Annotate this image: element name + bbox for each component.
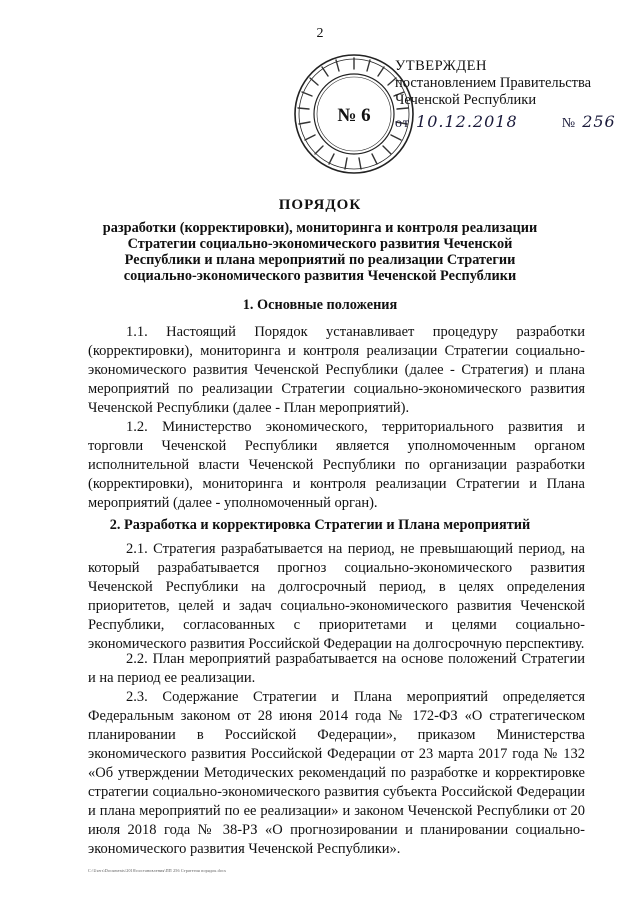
section-heading-2: 2. Разработка и корректировка Стратегии и Плана мероприятий: [109, 517, 531, 533]
section-heading-1: 1. Основные положения: [242, 297, 398, 313]
approval-date-prefix: от: [395, 116, 410, 131]
paragraph-1-1: 1.1. Настоящий Порядок устанавливает процедуру разработки (корректировки), мониторинга и контроля реализации Стратегии социально-экономического развития Чеченской Республики (далее - Стратегия) и плана мероприятий по реализации Стратегии социально-экономического развития Чеченской Республики (далее - План мероприятий).: [88, 324, 585, 416]
seal-number: № 6: [337, 105, 371, 126]
approval-number-sign: №: [561, 116, 577, 131]
approval-date-line: [395, 113, 616, 132]
footer-file-path: C:\Users\Documents\2018\постановления\ПП 256 Стратегия порядок.docx: [88, 868, 227, 873]
approval-block: [395, 58, 616, 132]
paragraph-1-2: 1.2. Министерство экономического, территориального развития и торговли Чеченской Республики является уполномоченным органом исполнительной власти Чеченской Республики по организации разработки (корректировки), мониторинга и контроля реализации Стратегии и Плана мероприятий (далее - уполномоченный орган).: [88, 419, 585, 511]
document-title: ПОРЯДОК: [278, 197, 362, 213]
approval-line-1: постановлением Правительства: [395, 75, 592, 91]
approval-date: 10.12.2018: [416, 112, 518, 131]
paragraph-2-3: 2.3. Содержание Стратегии и Плана мероприятий определяется Федеральным законом от 28 июня 2014 года № 172-ФЗ «О стратегическом планировании в Российской Федерации», приказом Министерства экономического развития Российской Федерации от 23 марта 2017 года № 132 «Об утверждении Методических рекомендаций по разработке и корректировке стратегии социально-экономического развития субъекта Российской Федерации и плана мероприятий по ее реализации» и законом Чеченской Республики от 20 июля 2018 года № 38-РЗ «О прогнозировании и планировании социально-экономического развития Чеченской Республики».: [88, 689, 585, 857]
approval-number: 256: [582, 112, 616, 131]
approval-title: УТВЕРЖДЕН: [395, 58, 487, 74]
document-subtitle: разработки (корректировки), мониторинга и контроля реализации Стратегии социально-экономического развития Чеченской Республики и плана мероприятий по реализации Стратегии социально-экономического развития Чеченской Республики: [102, 220, 538, 284]
paragraph-2-1: 2.1. Стратегия разрабатывается на период, не превышающий период, на который разрабатывается прогноз социально-экономического развития Чеченской Республики на долгосрочный период, в целях определения приоритетов, целей и задач социально-экономического развития Чеченской Республики, согласованных с приоритетами и целями социально-экономического развития Российской Федерации на долгосрочную перспективу.: [88, 541, 585, 652]
approval-line-2: Чеченской Республики: [395, 92, 537, 108]
page-number: 2: [316, 26, 324, 41]
paragraph-2-2: 2.2. План мероприятий разрабатывается на основе положений Стратегии и на период ее реализации.: [88, 651, 585, 686]
